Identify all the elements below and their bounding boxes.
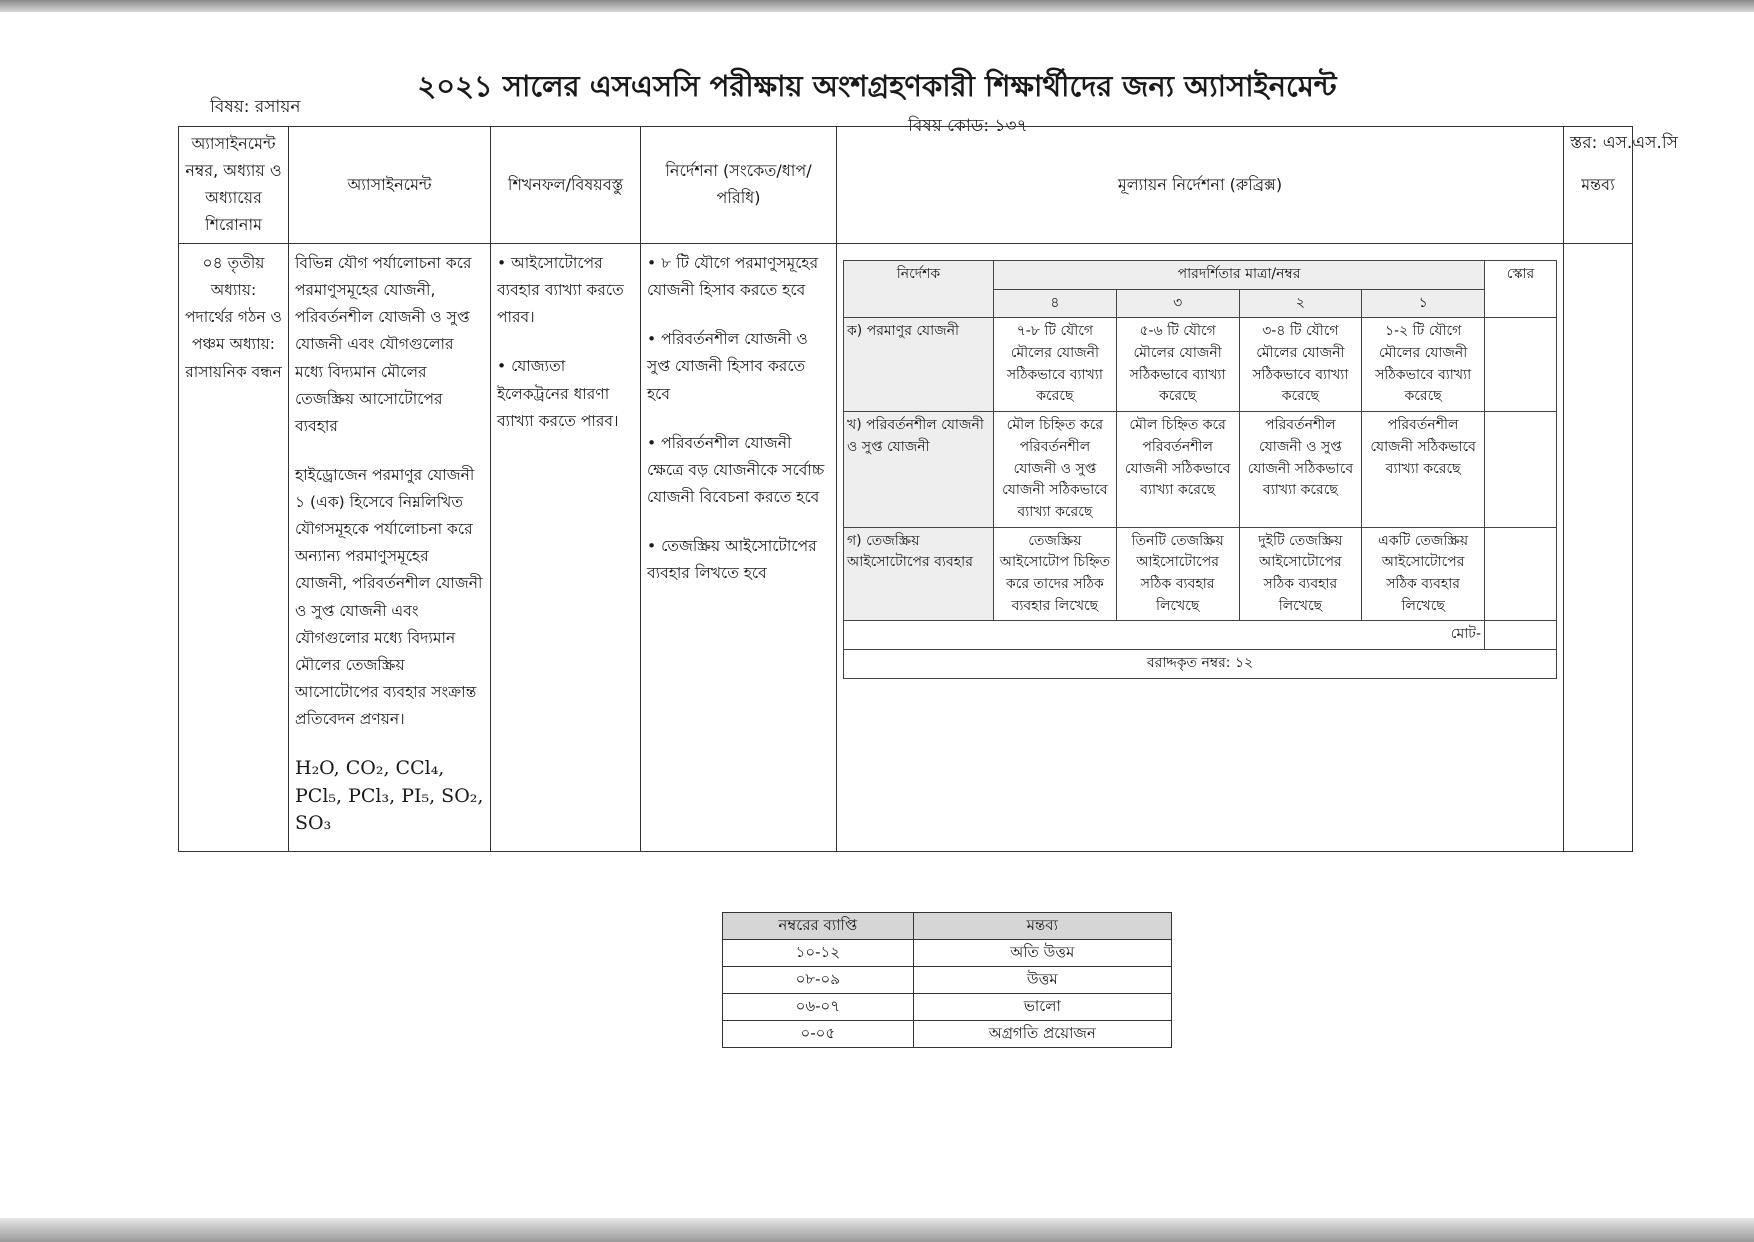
rubric-cell-value: মৌল চিহ্নিত করে পরিবর্তনশীল যোজনী সঠিকভাবে ব্যাখ্যা করেছে xyxy=(1116,412,1239,527)
instruction-item: • ৮ টি যৌগে পরমাণুসমূহের যোজনী হিসাব করতে হবে xyxy=(647,250,830,304)
rubric-cell xyxy=(837,244,1564,852)
rubric-level-2: ২ xyxy=(1239,289,1362,318)
grade-remark: উত্তম xyxy=(913,967,1171,994)
rubric-cell-value: তেজস্ক্রিয় আইসোটোপ চিহ্নিত করে তাদের সঠিক ব্যবহার লিখেছে xyxy=(994,527,1117,621)
rubric-cell-value: তিনটি তেজস্ক্রিয় আইসোটোপের সঠিক ব্যবহার লিখেছে xyxy=(1116,527,1239,621)
subject-code-label: বিষয় কোড: ১৩৭ xyxy=(908,116,1028,136)
header-assignment-no: অ্যাসাইনমেন্ট নম্বর, অধ্যায় ও অধ্যায়ের শিরোনাম xyxy=(179,127,289,244)
scan-edge-top xyxy=(0,0,1754,12)
assignment-table-header-row xyxy=(179,127,1633,244)
table-row xyxy=(723,994,1172,1021)
rubric-cell-value: ৭-৮ টি যৌগে মৌলের যোজনী সঠিকভাবে ব্যাখ্যা করেছে xyxy=(994,318,1117,412)
grade-remark: ভালো xyxy=(913,994,1171,1021)
rubric-row xyxy=(844,318,1557,412)
grade-remark: অগ্রগতি প্রয়োজন xyxy=(913,1021,1171,1048)
scan-edge-bottom xyxy=(0,1218,1754,1242)
header-evaluation: মূল্যায়ন নির্দেশনা (রুব্রিক্স) xyxy=(837,127,1564,244)
rubric-score-cell xyxy=(1485,318,1557,412)
rubric-cell-value: পরিবর্তনশীল যোজনী ও সুপ্ত যোজনী সঠিকভাবে ব্যাখ্যা করেছে xyxy=(1239,412,1362,527)
rubric-level-4: ৪ xyxy=(994,289,1117,318)
rubric-cell-value: পরিবর্তনশীল যোজনী সঠিকভাবে ব্যাখ্যা করেছে xyxy=(1362,412,1485,527)
rubric-allotted-marks: বরাদ্দকৃত নম্বর: ১২ xyxy=(844,650,1557,679)
header-instructions: নির্দেশনা (সংকেত/ধাপ/পরিধি) xyxy=(641,127,837,244)
outcome-item: • আইসোটোপের ব্যবহার ব্যাখ্যা করতে পারব। xyxy=(497,250,634,331)
grade-table-header-row xyxy=(723,913,1172,940)
chapter-cell: ০৪ তৃতীয় অধ্যায়: পদার্থের গঠন ও পঞ্চম অধ্যায়: রাসায়নিক বন্ধন xyxy=(179,244,289,852)
rubric-cell-value: ৫-৬ টি যৌগে মৌলের যোজনী সঠিকভাবে ব্যাখ্যা করেছে xyxy=(1116,318,1239,412)
grade-remark: অতি উত্তম xyxy=(913,940,1171,967)
rubric-row xyxy=(844,527,1557,621)
rubric-level-3: ৩ xyxy=(1116,289,1239,318)
rubric-score-header: স্কোর xyxy=(1485,261,1557,318)
subject-label: বিষয়: রসায়ন xyxy=(210,97,301,117)
table-row xyxy=(723,940,1172,967)
rubric-criterion: খ) পরিবর্তনশীল যোজনী ও সুপ্ত যোজনী xyxy=(844,412,994,527)
rubric-total-row xyxy=(844,621,1557,650)
grade-range: ০৬-০৭ xyxy=(723,994,914,1021)
rubric-total-cell xyxy=(1485,621,1557,650)
rubric-criterion: গ) তেজস্ক্রিয় আইসোটোপের ব্যবহার xyxy=(844,527,994,621)
rubric-cell-value: দুইটি তেজস্ক্রিয় আইসোটোপের সঠিক ব্যবহার লিখেছে xyxy=(1239,527,1362,621)
grade-range: ০৮-০৯ xyxy=(723,967,914,994)
assignment-cell xyxy=(289,244,491,852)
grade-header-remark: মন্তব্য xyxy=(913,913,1171,940)
table-row xyxy=(179,244,1633,852)
rubric-allotted-row xyxy=(844,650,1557,679)
table-row xyxy=(723,1021,1172,1048)
rubric-cell-value: ১-২ টি যৌগে মৌলের যোজনী সঠিকভাবে ব্যাখ্যা করেছে xyxy=(1362,318,1485,412)
formula-list: H₂O, CO₂, CCl₄, PCl₅, PCl₃, PI₅, SO₂, SO₃ xyxy=(295,757,484,835)
rubric-cell-value: মৌল চিহ্নিত করে পরিবর্তনশীল যোজনী ও সুপ্ত যোজনী সঠিকভাবে ব্যাখ্যা করেছে xyxy=(994,412,1117,527)
rubric-cell-value: একটি তেজস্ক্রিয় আইসোটোপের সঠিক ব্যবহার লিখেছে xyxy=(1362,527,1485,621)
rubric-table xyxy=(843,260,1557,679)
instruction-item: • তেজস্ক্রিয় আইসোটোপের ব্যবহার লিখতে হবে xyxy=(647,533,830,587)
header-learning-outcome: শিখনফল/বিষয়বস্তু xyxy=(491,127,641,244)
instruction-item: • পরিবর্তনশীল যোজনী ও সুপ্ত যোজনী হিসাব করতে হবে xyxy=(647,326,830,407)
assignment-text-2: হাইড্রোজেন পরমাণুর যোজনী ১ (এক) হিসেবে নিম্নলিখিত যৌগসমূহকে পর্যালোচনা করে অন্যান্য পরমাণুসমূহের যোজনী, পরিবর্তনশীল যোজনী ও সুপ্ত যোজনী এবং যৌগগুলোর মধ্যে বিদ্যমান মৌলের তেজস্ক্রিয় আসোটোপের ব্যবহার সংক্রান্ত প্রতিবেদন প্রণয়ন। xyxy=(295,465,483,728)
rubric-criterion-header: নির্দেশক xyxy=(844,261,994,318)
grade-range: ১০-১২ xyxy=(723,940,914,967)
table-row xyxy=(723,967,1172,994)
rubric-score-cell xyxy=(1485,412,1557,527)
page-title: ২০২১ সালের এসএসসি পরীক্ষায় অংশগ্রহণকারী শিক্ষার্থীদের জন্য অ্যাসাইনমেন্ট xyxy=(417,69,1337,103)
rubric-criterion: ক) পরমাণুর যোজনী xyxy=(844,318,994,412)
instructions-cell xyxy=(641,244,837,852)
rubric-score-cell xyxy=(1485,527,1557,621)
learning-outcome-cell xyxy=(491,244,641,852)
grade-range: ০-০৫ xyxy=(723,1021,914,1048)
header-remarks: মন্তব্য xyxy=(1564,127,1633,244)
assignment-text-1: বিভিন্ন যৌগ পর্যালোচনা করে পরমাণুসমূহের যোজনী, পরিবর্তনশীল যোজনী ও সুপ্ত যোজনী এবং যৌগগুলোর মধ্যে বিদ্যমান মৌলের তেজস্ক্রিয় আসোটোপের ব্যবহার xyxy=(295,254,472,435)
rubric-total-label: মোট- xyxy=(844,621,1485,650)
rubric-level-1: ১ xyxy=(1362,289,1485,318)
level-label: স্তর: এস.এস.সি xyxy=(1570,133,1678,153)
header-assignment: অ্যাসাইনমেন্ট xyxy=(289,127,491,244)
rubric-cell-value: ৩-৪ টি যৌগে মৌলের যোজনী সঠিকভাবে ব্যাখ্যা করেছে xyxy=(1239,318,1362,412)
rubric-row xyxy=(844,412,1557,527)
instruction-item: • পরিবর্তনশীল যোজনী ক্ষেত্রে বড় যোজনীকে সর্বোচ্চ যোজনী বিবেচনা করতে হবে xyxy=(647,430,830,511)
remarks-cell xyxy=(1564,244,1633,852)
assignment-table xyxy=(178,126,1633,852)
grade-header-range: নম্বরের ব্যাপ্তি xyxy=(723,913,914,940)
outcome-item: • যোজ্যতা ইলেকট্রনের ধারণা ব্যাখ্যা করতে পারব। xyxy=(497,353,634,434)
grade-table xyxy=(722,912,1172,1048)
rubric-levels-header: পারদর্শিতার মাত্রা/নম্বর xyxy=(994,261,1485,290)
